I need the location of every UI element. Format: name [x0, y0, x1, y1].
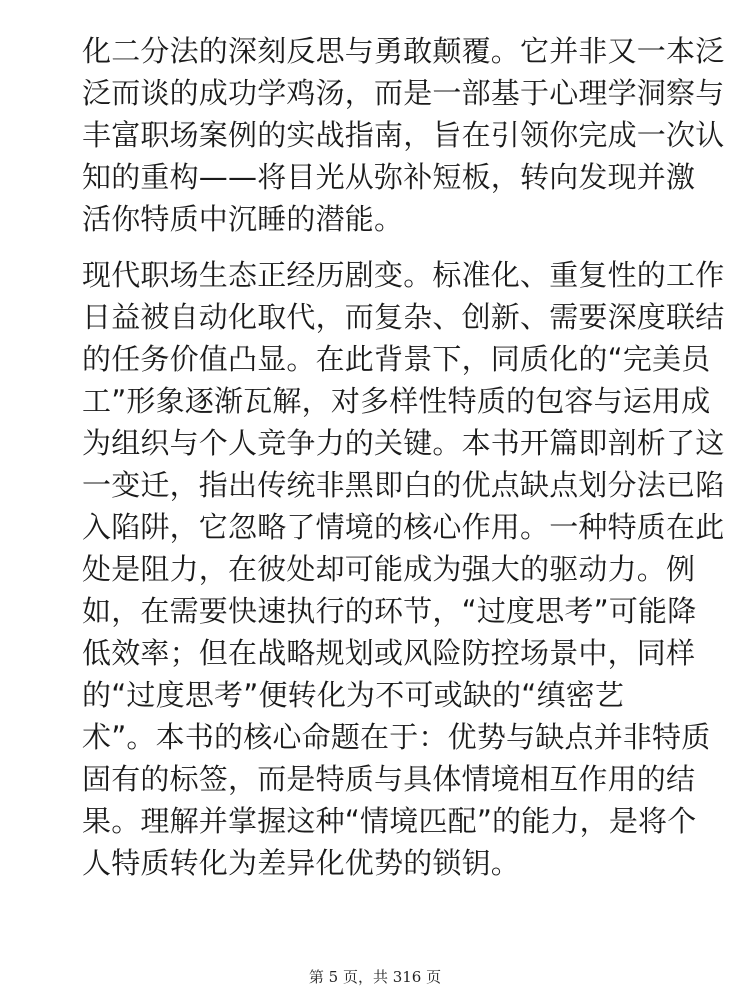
text-line: 的“过度思考”便转化为不可或缺的“缜密艺	[82, 678, 625, 712]
text-line: 化二分法的深刻反思与勇敢颠覆。它并非又一本泛	[82, 34, 725, 68]
text-line: 一变迁，指出传统非黑即白的优点缺点划分法已陷	[82, 468, 725, 502]
page-body	[82, 30, 725, 884]
page-number-footer: 第 5 页，共 316 页	[308, 968, 442, 986]
text-line: 固有的标签，而是特质与具体情境相互作用的结	[82, 762, 696, 796]
text-line: 现代职场生态正经历剧变。标准化、重复性的工作	[82, 258, 725, 292]
text-line: 处是阻力，在彼处却可能成为强大的驱动力。例	[82, 552, 696, 586]
text-line: 低效率；但在战略规划或风险防控场景中，同样	[82, 636, 696, 670]
paragraph-1	[82, 30, 725, 240]
text-line: 如，在需要快速执行的环节，“过度思考”可能降	[82, 594, 697, 628]
text-line: 日益被自动化取代，而复杂、创新、需要深度联结	[82, 300, 725, 334]
text-line: 泛而谈的成功学鸡汤，而是一部基于心理学洞察与	[82, 76, 725, 110]
text-line: 为组织与个人竞争力的关键。本书开篇即剖析了这	[82, 426, 725, 460]
text-line: 知的重构——将目光从弥补短板，转向发现并激	[82, 160, 696, 194]
text-line: 人特质转化为差异化优势的锁钥。	[82, 846, 521, 880]
text-line: 的任务价值凸显。在此背景下，同质化的“完美员	[82, 342, 711, 376]
text-line: 工”形象逐渐瓦解，对多样性特质的包容与运用成	[82, 384, 711, 418]
text-line: 果。理解并掌握这种“情境匹配”的能力，是将个	[82, 804, 697, 838]
text-line: 丰富职场案例的实战指南，旨在引领你完成一次认	[82, 118, 725, 152]
paragraph-2	[82, 254, 725, 884]
text-line: 入陷阱，它忽略了情境的核心作用。一种特质在此	[82, 510, 725, 544]
text-line: 活你特质中沉睡的潜能。	[82, 202, 404, 236]
text-line: 术”。本书的核心命题在于：优势与缺点并非特质	[82, 720, 711, 754]
